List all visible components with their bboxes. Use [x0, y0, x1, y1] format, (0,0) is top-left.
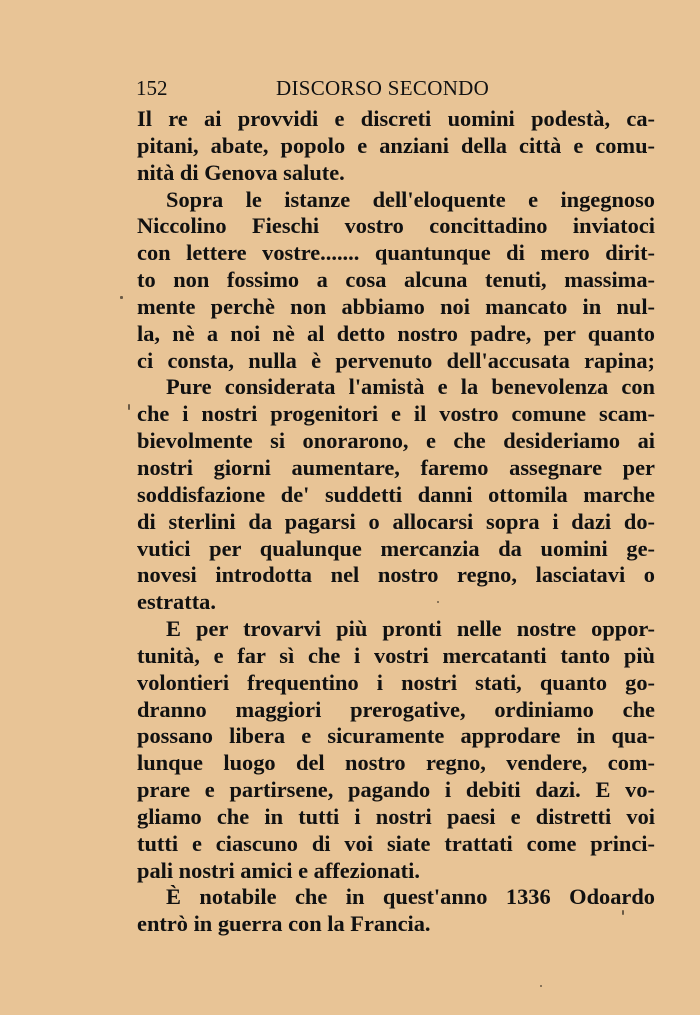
body-text	[137, 106, 655, 938]
text-line: Pure considerata l'amistà e la benevolenza con	[166, 374, 655, 400]
text-line: di sterlini da pagarsi o allocarsi sopra i dazi do-	[137, 508, 655, 534]
text-line: pitani, abate, popolo e anziani della città e comu-	[137, 132, 655, 158]
text-line: pali nostri amici e affezionati.	[137, 857, 420, 883]
paper-speck	[128, 404, 130, 410]
text-line: tunità, e far sì che i vostri mercatanti tanto più	[137, 642, 655, 668]
text-line: nità di Genova salute.	[137, 159, 345, 185]
text-line: bievolmente si onorarono, e che desideriamo ai	[137, 428, 655, 454]
text-line: entrò in guerra con la Francia.	[137, 911, 431, 937]
text-line: Sopra le istanze dell'eloquente e ingegnoso	[166, 186, 655, 212]
text-line: possano libera e sicuramente approdare in qua-	[137, 723, 655, 749]
text-line: gliamo che in tutti i nostri paesi e distretti voi	[137, 803, 655, 829]
text-line: Niccolino Fieschi vostro concittadino inviatoci	[137, 213, 655, 239]
paper-speck	[622, 910, 624, 915]
text-line: che i nostri progenitori e il vostro comune scam-	[137, 401, 655, 427]
text-line: È notabile che in quest'anno 1336 Odoardo	[166, 884, 655, 910]
text-line: ci consta, nulla è pervenuto dell'accusata rapina;	[137, 347, 655, 373]
text-line: tutti e ciascuno di voi siate trattati come princi-	[137, 830, 655, 856]
text-line: to non fossimo a cosa alcuna tenuti, massima-	[137, 267, 655, 293]
text-line: novesi introdotta nel nostro regno, lasciatavi o	[137, 562, 655, 588]
text-line: E per trovarvi più pronti nelle nostre oppor-	[166, 616, 655, 642]
page-number: 152	[136, 76, 168, 100]
text-line: estratta.	[137, 589, 216, 615]
paper-speck	[540, 985, 542, 987]
running-title: DISCORSO SECONDO	[276, 76, 490, 100]
text-line: volontieri frequentino i nostri stati, quanto go-	[137, 669, 655, 695]
text-line: con lettere vostre....... quantunque di mero dirit-	[137, 240, 655, 266]
text-line: vutici per qualunque mercanzia da uomini ge-	[137, 535, 655, 561]
text-line: dranno maggiori prerogative, ordiniamo che	[137, 696, 655, 722]
page-header	[136, 76, 656, 104]
text-line: lunque luogo del nostro regno, vendere, com-	[137, 750, 655, 776]
text-line: nostri giorni aumentare, faremo assegnare per	[137, 454, 655, 480]
paper-speck	[437, 601, 439, 603]
text-line: Il re ai provvidi e discreti uomini podestà, ca-	[137, 106, 655, 131]
paper-speck	[120, 296, 123, 299]
text-line: mente perchè non abbiamo noi mancato in nul-	[137, 293, 655, 319]
text-line: la, nè a noi nè al detto nostro padre, per quanto	[137, 320, 655, 346]
text-line: prare e partirsene, pagando i debiti dazi. E vo-	[137, 777, 655, 803]
text-line: soddisfazione de' suddetti danni ottomila marche	[137, 481, 655, 507]
